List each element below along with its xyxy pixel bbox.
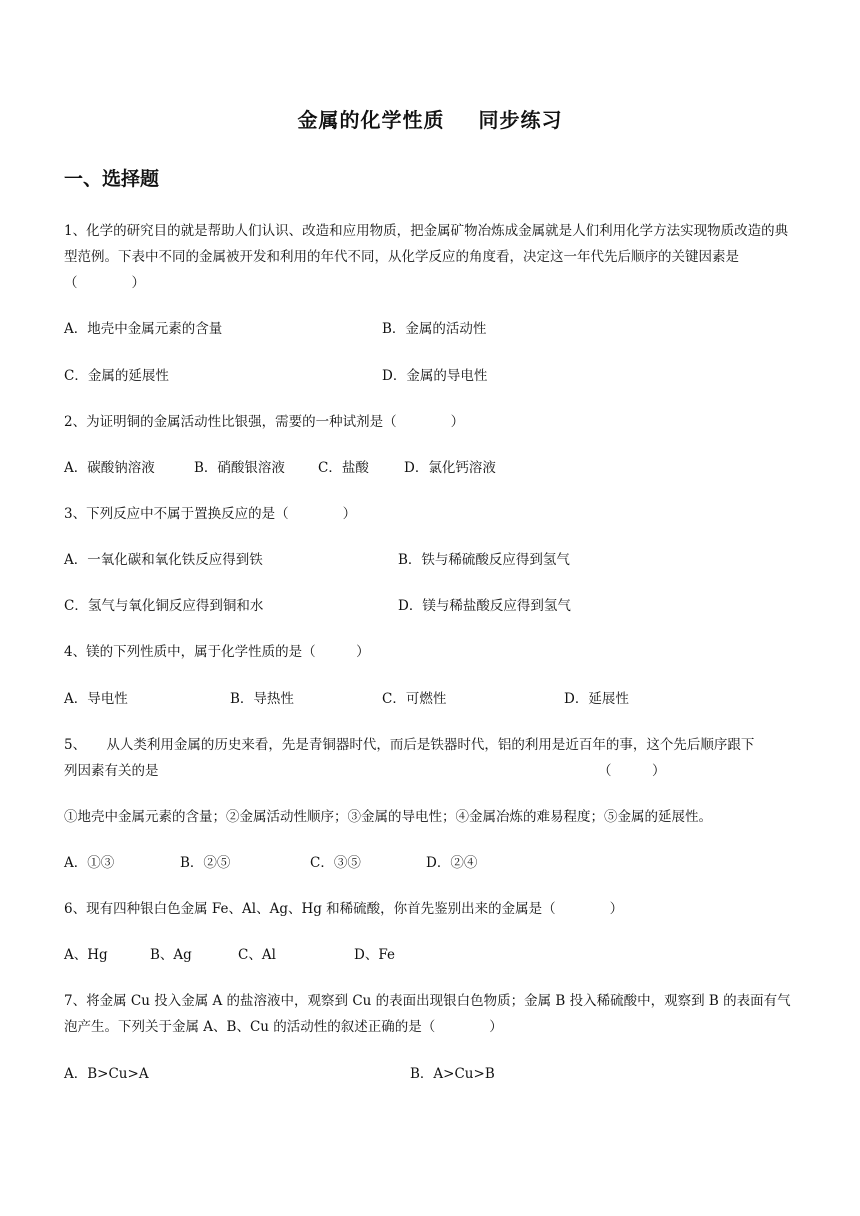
q2-option-b: B．硝酸银溶液 bbox=[194, 460, 285, 476]
question-3-stem: 3、下列反应中不属于置换反应的是（ ） bbox=[64, 506, 357, 522]
document-title bbox=[0, 104, 860, 133]
question-7-stem: 7、将金属 Cu 投入金属 A 的盐溶液中，观察到 Cu 的表面出现银白色物质；金属 B 投入稀硫酸中，观察到 B 的表面有气泡产生。下列关于金属 A、B、Cu 的活动性的叙述正确的是（ ） bbox=[64, 993, 791, 1035]
question-5-stem-line1: 5、 从人类利用金属的历史来看，先是青铜器时代，而后是铁器时代，铝的利用是近百年的事，这个先后顺序跟下 bbox=[64, 737, 755, 753]
q4-option-b: B．导热性 bbox=[230, 691, 294, 707]
title-sub: 同步练习 bbox=[478, 108, 563, 132]
q2-option-d: D．氯化钙溶液 bbox=[404, 460, 496, 476]
q6-option-a: A、Hg bbox=[64, 947, 108, 963]
q7-option-b: B．A>Cu>B bbox=[410, 1066, 495, 1082]
q3-option-b: B．铁与稀硫酸反应得到氢气 bbox=[398, 552, 570, 568]
question-1-stem: 1、化学的研究目的就是帮助人们认识、改造和应用物质，把金属矿物冶炼成金属就是人们利用化学方法实现物质改造的典型范例。下表中不同的金属被开发和利用的年代不同，从化学反应的角度看，决定这一年代先后顺序的关键因素是（ ） bbox=[64, 223, 789, 291]
question-4-stem: 4、镁的下列性质中，属于化学性质的是（ ） bbox=[64, 644, 370, 660]
q1-option-c: C．金属的延展性 bbox=[64, 368, 169, 384]
q2-option-c: C．盐酸 bbox=[318, 460, 369, 476]
q4-option-d: D．延展性 bbox=[564, 691, 629, 707]
section-heading: 一、选择题 bbox=[64, 168, 160, 190]
q6-option-c: C、Al bbox=[238, 947, 276, 963]
q5-option-a: A．①③ bbox=[64, 855, 115, 871]
q1-option-a: A．地壳中金属元素的含量 bbox=[64, 321, 223, 337]
q3-option-c: C．氢气与氧化铜反应得到铜和水 bbox=[64, 598, 264, 614]
q5-option-b: B．②⑤ bbox=[180, 855, 231, 871]
q6-option-d: D、Fe bbox=[354, 947, 395, 963]
q1-option-b: B．金属的活动性 bbox=[382, 321, 487, 337]
q1-option-d: D．金属的导电性 bbox=[382, 368, 488, 384]
q5-option-d: D．②④ bbox=[426, 855, 478, 871]
q3-option-d: D．镁与稀盐酸反应得到氢气 bbox=[398, 598, 571, 614]
title-main: 金属的化学性质 bbox=[297, 108, 445, 132]
question-5-factors: ①地壳中金属元素的含量；②金属活动性顺序；③金属的导电性；④金属冶炼的难易程度；⑤金属的延展性。 bbox=[64, 809, 712, 825]
question-6-stem: 6、现有四种银白色金属 Fe、Al、Ag、Hg 和稀硫酸，你首先鉴别出来的金属是（ ） bbox=[64, 901, 624, 917]
question-5-answer-bracket: （ ） bbox=[598, 763, 666, 779]
q2-option-a: A．碳酸钠溶液 bbox=[64, 460, 155, 476]
question-2-stem: 2、为证明铜的金属活动性比银强，需要的一种试剂是（ ） bbox=[64, 414, 465, 430]
q7-option-a: A．B>Cu>A bbox=[64, 1066, 149, 1082]
q4-option-c: C．可燃性 bbox=[382, 691, 447, 707]
q5-option-c: C．③⑤ bbox=[310, 855, 361, 871]
q6-option-b: B、Ag bbox=[150, 947, 192, 963]
q3-option-a: A．一氧化碳和氧化铁反应得到铁 bbox=[64, 552, 263, 568]
question-5-stem-line2: 列因素有关的是 bbox=[64, 763, 159, 779]
q4-option-a: A．导电性 bbox=[64, 691, 128, 707]
